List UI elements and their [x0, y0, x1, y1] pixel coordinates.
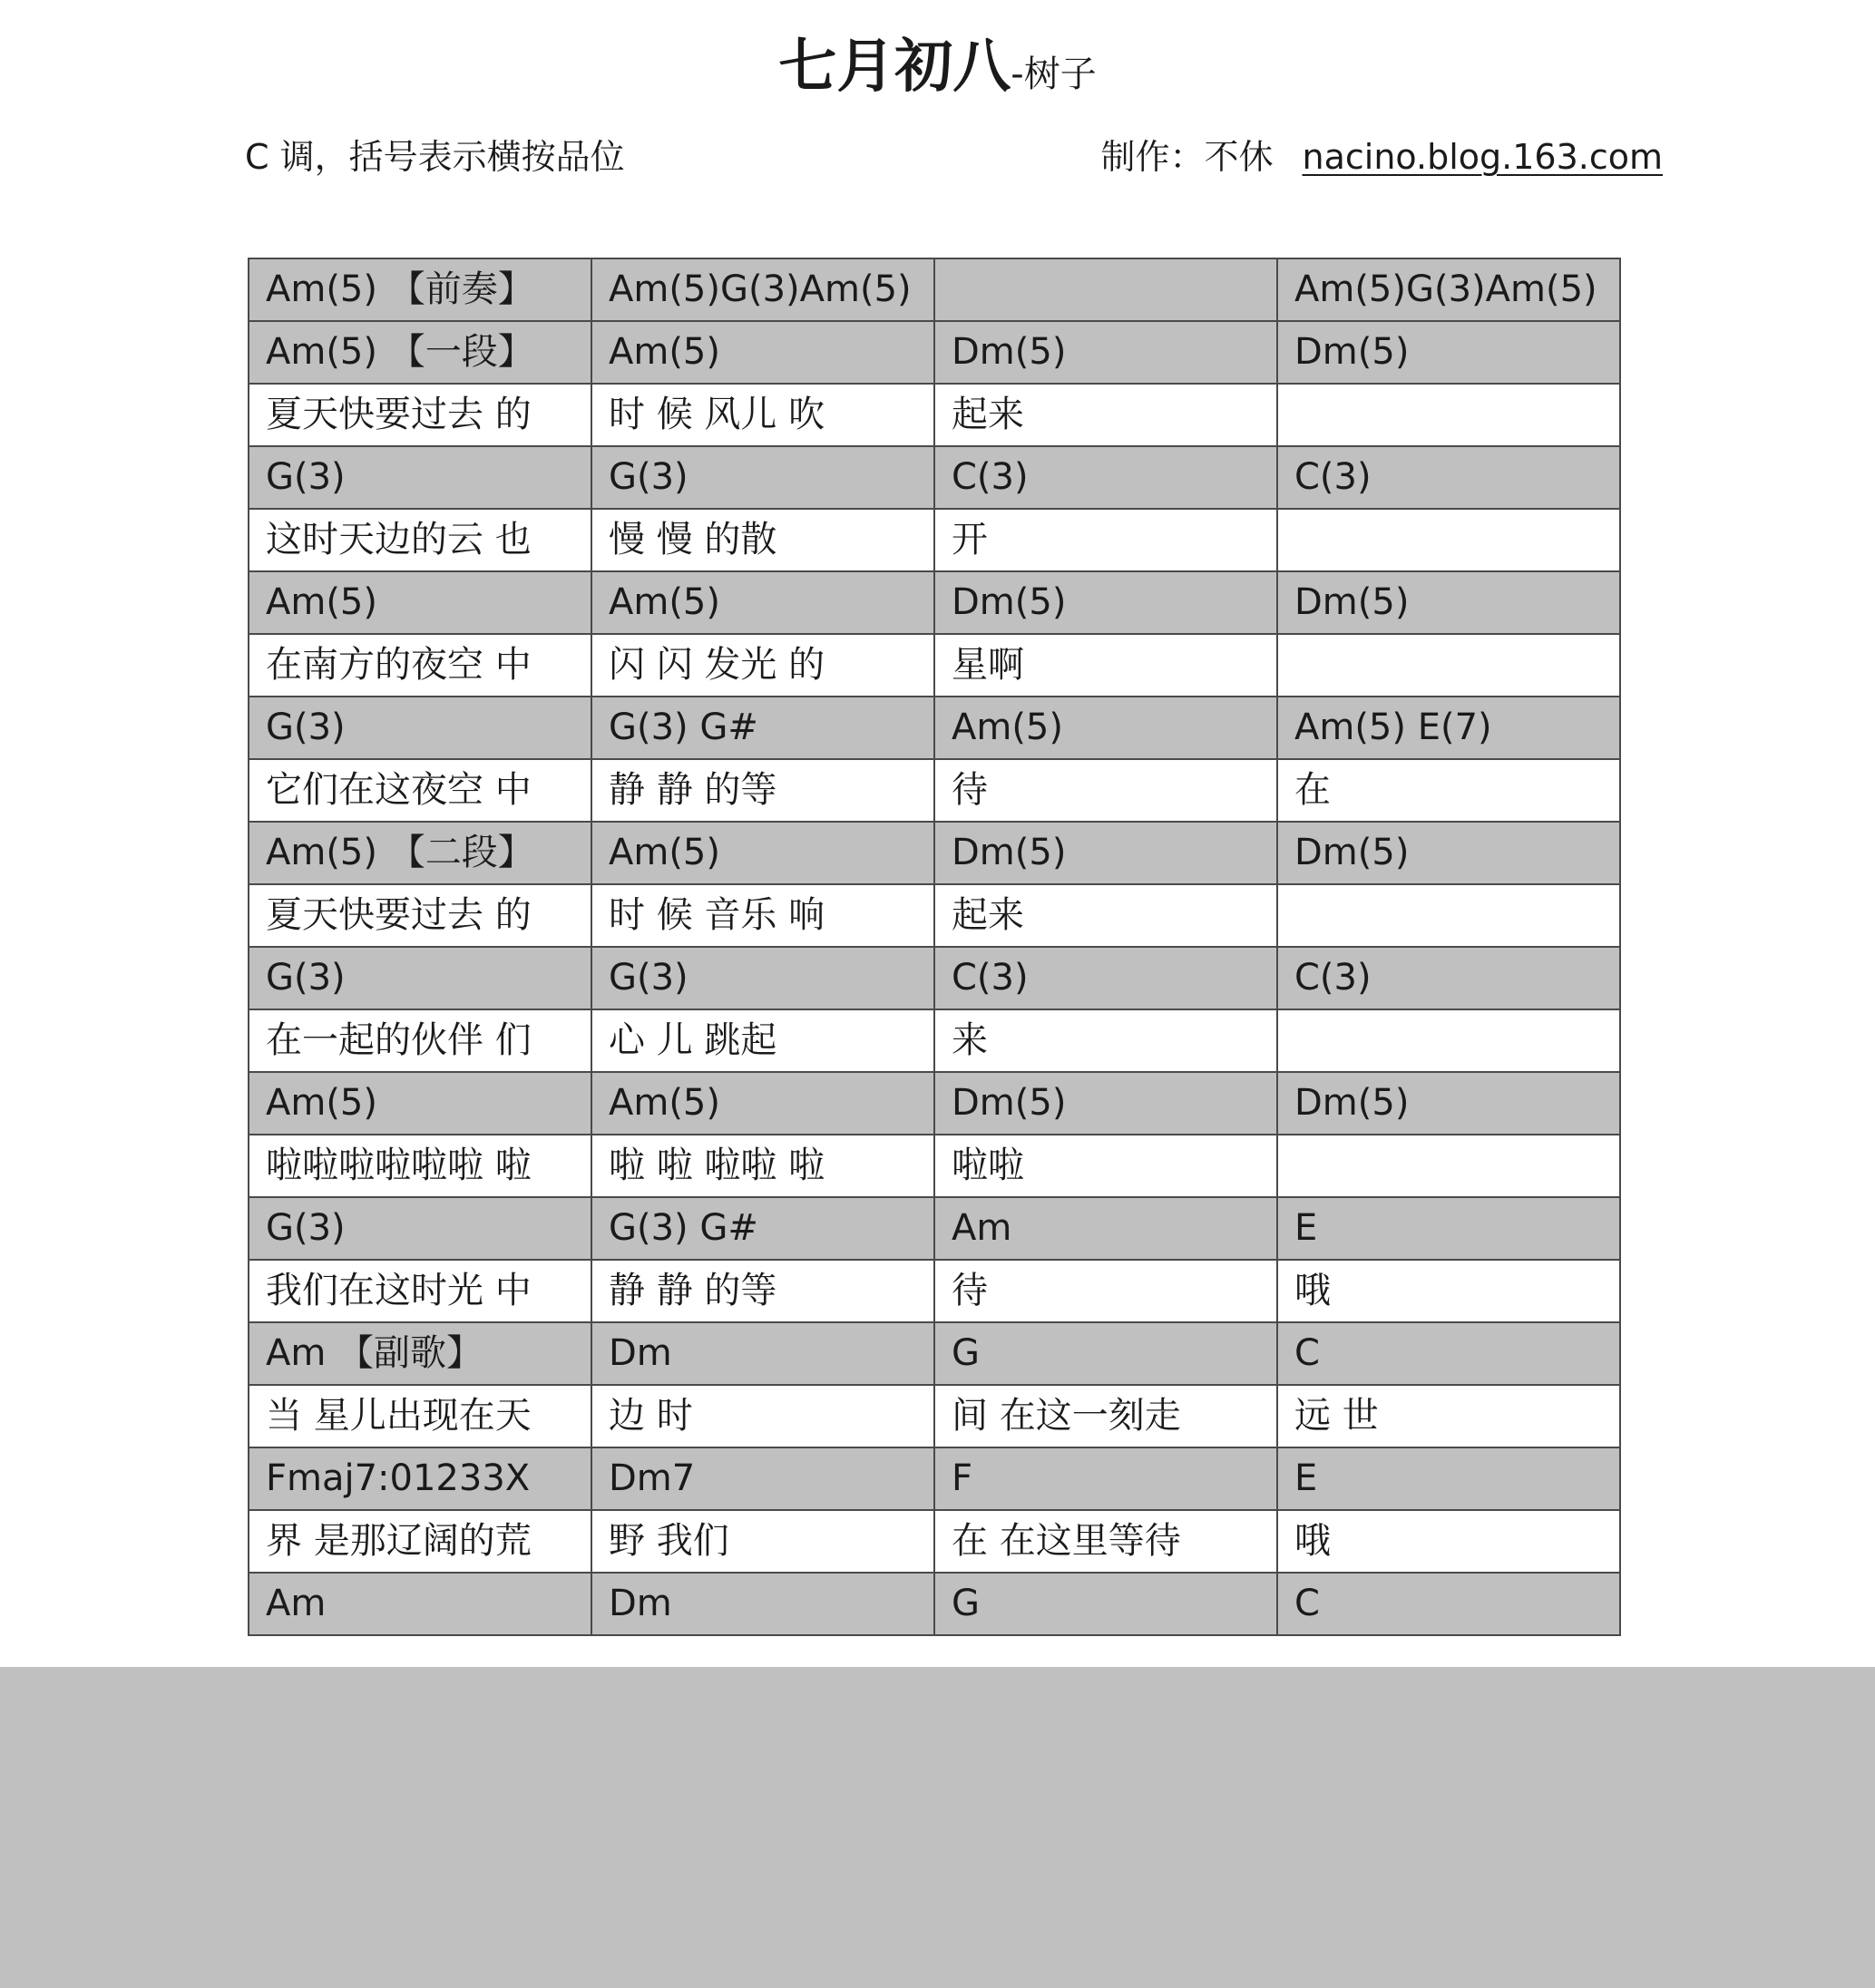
chord-cell [591, 258, 934, 321]
cell-text: Am(5) [266, 1082, 377, 1124]
cell-text: 开 [952, 519, 988, 560]
lyric-cell [249, 759, 591, 822]
lyric-cell [591, 384, 934, 446]
cell-text: C(3) [1294, 957, 1372, 999]
chord-cell [249, 822, 591, 884]
cell-text: C [1294, 1583, 1320, 1624]
chord-row [249, 571, 1620, 634]
cell-text: G(3) [609, 456, 688, 498]
lyric-cell [934, 759, 1277, 822]
chord-cell [249, 697, 591, 759]
chord-cell [249, 1447, 591, 1510]
lyric-cell [934, 1510, 1277, 1573]
lyric-cell [1277, 884, 1620, 947]
lyric-cell [1277, 1385, 1620, 1447]
cell-text: Dm(5) [952, 832, 1067, 873]
chord-cell [934, 1447, 1277, 1510]
lyric-cell [1277, 634, 1620, 697]
cell-text: F [952, 1457, 973, 1499]
cell-text: 时 候 音乐 响 [609, 894, 825, 936]
lyric-cell [1277, 509, 1620, 571]
chord-cell [591, 822, 934, 884]
chord-row [249, 1072, 1620, 1135]
lyric-cell [934, 1385, 1277, 1447]
cell-text: 它们在这夜空 中 [266, 769, 532, 811]
cell-text: 远 世 [1294, 1395, 1379, 1437]
cell-text: 野 我们 [609, 1520, 729, 1562]
cell-text: C(3) [952, 456, 1029, 498]
chord-cell [249, 947, 591, 1009]
chord-cell [1277, 571, 1620, 634]
lyric-cell [591, 759, 934, 822]
cell-text: 在南方的夜空 中 [266, 644, 532, 686]
lyric-cell [1277, 1009, 1620, 1072]
chord-cell [934, 1197, 1277, 1260]
cell-text: E [1294, 1457, 1318, 1499]
chord-cell [591, 1197, 934, 1260]
cell-text: Am(5) 【前奏】 [266, 268, 534, 310]
cell-text: Dm7 [609, 1457, 696, 1499]
cell-text: Dm [609, 1583, 672, 1624]
lyric-cell [1277, 1135, 1620, 1197]
chord-cell [591, 697, 934, 759]
chord-cell [934, 258, 1277, 321]
chord-cell [591, 1322, 934, 1385]
chord-cell [934, 947, 1277, 1009]
lyric-row [249, 1009, 1620, 1072]
cell-text: 慢 慢 的散 [609, 519, 777, 560]
lyric-row [249, 509, 1620, 571]
chord-cell [1277, 1573, 1620, 1635]
cell-text: 闪 闪 发光 的 [609, 644, 825, 686]
cell-text: C [1294, 1332, 1320, 1374]
cell-text: 这时天边的云 也 [266, 519, 532, 560]
lyric-row [249, 1510, 1620, 1573]
chord-cell [249, 258, 591, 321]
lyric-cell [934, 1009, 1277, 1072]
cell-text: Am(5) [609, 581, 720, 623]
cell-text: Am(5) [609, 1082, 720, 1124]
chord-row [249, 1573, 1620, 1635]
chord-cell [591, 947, 934, 1009]
cell-text: Am(5) [952, 707, 1063, 748]
chord-cell [1277, 1447, 1620, 1510]
cell-text: Dm(5) [952, 331, 1067, 373]
chord-chart-table [248, 258, 1621, 1636]
lyric-cell [249, 1135, 591, 1197]
lyric-cell [1277, 384, 1620, 446]
blog-link[interactable]: nacino.blog.163.com [1302, 137, 1663, 177]
cell-text: E [1294, 1207, 1318, 1249]
lyric-cell [1277, 1510, 1620, 1573]
chord-cell [934, 446, 1277, 509]
lyric-cell [591, 1135, 934, 1197]
cell-text: Am(5) [609, 832, 720, 873]
lyric-cell [249, 509, 591, 571]
cell-text: G [952, 1583, 980, 1624]
chord-cell [249, 571, 591, 634]
cell-text: 起来 [952, 394, 1024, 435]
chord-cell [1277, 697, 1620, 759]
chord-cell [934, 321, 1277, 384]
cell-text: Am(5) 【一段】 [266, 331, 534, 373]
cell-text: G(3) [266, 707, 346, 748]
cell-text: 界 是那辽阔的荒 [266, 1520, 532, 1562]
cell-text: 待 [952, 769, 988, 811]
song-title [0, 20, 1875, 103]
cell-text: Am(5) [266, 581, 377, 623]
lyric-cell [1277, 1260, 1620, 1322]
cell-text: 时 候 风儿 吹 [609, 394, 825, 435]
chord-cell [1277, 947, 1620, 1009]
page-bottom-background [0, 1667, 1875, 1988]
cell-text: 夏天快要过去 的 [266, 394, 532, 435]
chord-cell [249, 1573, 591, 1635]
cell-text: Dm(5) [1294, 832, 1410, 873]
cell-text: 在一起的伙伴 们 [266, 1019, 532, 1061]
cell-text: Am(5) E(7) [1294, 707, 1492, 748]
cell-text: G(3) [609, 957, 688, 999]
chord-cell [249, 321, 591, 384]
cell-text: 在 在这里等待 [952, 1520, 1181, 1562]
lyric-row [249, 1260, 1620, 1322]
author-label: 制作：不休 [1100, 137, 1274, 177]
lyric-cell [934, 884, 1277, 947]
lyric-row [249, 884, 1620, 947]
chord-cell [1277, 321, 1620, 384]
cell-text: 啦啦啦啦啦啦 啦 [266, 1145, 532, 1186]
cell-text: 星啊 [952, 644, 1024, 686]
cell-text: Am(5)G(3)Am(5) [1294, 268, 1597, 310]
lyric-cell [249, 634, 591, 697]
cell-text: 在 [1294, 769, 1331, 811]
lyric-cell [249, 1510, 591, 1573]
cell-text: Am(5)G(3)Am(5) [609, 268, 912, 310]
chord-cell [249, 1197, 591, 1260]
cell-text: 哦 [1294, 1520, 1331, 1562]
cell-text: G [952, 1332, 980, 1374]
cell-text: Dm [609, 1332, 672, 1374]
cell-text: Am 【副歌】 [266, 1332, 483, 1374]
chord-cell [591, 1072, 934, 1135]
cell-text: G(3) G# [609, 1207, 758, 1249]
cell-text: Dm(5) [952, 581, 1067, 623]
lyric-cell [591, 1260, 934, 1322]
chord-row [249, 822, 1620, 884]
cell-text: Am [266, 1583, 327, 1624]
chord-cell [934, 822, 1277, 884]
key-note: C 调，括号表示横按品位 [245, 137, 625, 177]
cell-text: G(3) [266, 957, 346, 999]
cell-text: 哦 [1294, 1270, 1331, 1311]
lyric-cell [934, 634, 1277, 697]
cell-text: 夏天快要过去 的 [266, 894, 532, 936]
chord-cell [249, 1322, 591, 1385]
cell-text: 起来 [952, 894, 1024, 936]
chord-cell [1277, 1197, 1620, 1260]
lyric-cell [591, 1385, 934, 1447]
chord-row [249, 1322, 1620, 1385]
cell-text: Am [952, 1207, 1012, 1249]
lyric-row [249, 1135, 1620, 1197]
cell-text: 边 时 [609, 1395, 693, 1437]
chord-cell [934, 571, 1277, 634]
chord-cell [934, 1573, 1277, 1635]
chord-cell [591, 1573, 934, 1635]
chord-cell [1277, 1322, 1620, 1385]
lyric-cell [934, 1260, 1277, 1322]
cell-text: Dm(5) [1294, 331, 1410, 373]
chord-cell [934, 1072, 1277, 1135]
cell-text: 啦啦 [952, 1145, 1024, 1186]
lyric-row [249, 759, 1620, 822]
chord-row [249, 697, 1620, 759]
lyric-cell [591, 1510, 934, 1573]
chord-cell [249, 446, 591, 509]
chord-cell [591, 446, 934, 509]
cell-text: 当 星儿出现在天 [266, 1395, 532, 1437]
author-info [1101, 129, 1663, 179]
lyric-row [249, 384, 1620, 446]
cell-text: Dm(5) [952, 1082, 1067, 1124]
chord-cell [249, 1072, 591, 1135]
lyric-cell [591, 884, 934, 947]
cell-text: G(3) [266, 1207, 346, 1249]
chord-row [249, 446, 1620, 509]
chord-cell [591, 571, 934, 634]
cell-text: Am(5) [609, 331, 720, 373]
cell-text: C(3) [952, 957, 1029, 999]
lyric-cell [934, 1135, 1277, 1197]
chord-cell [934, 697, 1277, 759]
song-title-main: 七月初八 [778, 34, 1011, 101]
chord-cell [1277, 1072, 1620, 1135]
cell-text: 待 [952, 1270, 988, 1311]
lyric-cell [249, 1260, 591, 1322]
cell-text: 啦 啦 啦啦 啦 [609, 1145, 825, 1186]
chord-cell [1277, 258, 1620, 321]
chord-cell [1277, 446, 1620, 509]
cell-text: G(3) G# [609, 707, 758, 748]
cell-text: G(3) [266, 456, 346, 498]
cell-text: 心 儿 跳起 [609, 1019, 777, 1061]
cell-text: 间 在这一刻走 [952, 1395, 1181, 1437]
song-artist: -树子 [1011, 54, 1097, 95]
cell-text: Fmaj7:01233X [266, 1457, 531, 1499]
chord-cell [1277, 822, 1620, 884]
chord-row [249, 321, 1620, 384]
chord-cell [934, 1322, 1277, 1385]
lyric-row [249, 634, 1620, 697]
lyric-cell [249, 884, 591, 947]
lyric-cell [249, 384, 591, 446]
lyric-cell [249, 1009, 591, 1072]
cell-text: 静 静 的等 [609, 769, 777, 811]
chord-row [249, 258, 1620, 321]
lyric-cell [591, 1009, 934, 1072]
cell-text: 我们在这时光 中 [266, 1270, 532, 1311]
cell-text: C(3) [1294, 456, 1372, 498]
lyric-cell [934, 384, 1277, 446]
chord-row [249, 1197, 1620, 1260]
lyric-cell [934, 509, 1277, 571]
cell-text: Am(5) 【二段】 [266, 832, 534, 873]
chord-cell [591, 1447, 934, 1510]
lyric-cell [1277, 759, 1620, 822]
chord-row [249, 947, 1620, 1009]
lyric-row [249, 1385, 1620, 1447]
lyric-cell [591, 634, 934, 697]
cell-text: 静 静 的等 [609, 1270, 777, 1311]
chord-cell [591, 321, 934, 384]
cell-text: Dm(5) [1294, 581, 1410, 623]
cell-text: Dm(5) [1294, 1082, 1410, 1124]
lyric-cell [249, 1385, 591, 1447]
lyric-cell [591, 509, 934, 571]
chord-row [249, 1447, 1620, 1510]
cell-text: 来 [952, 1019, 988, 1061]
